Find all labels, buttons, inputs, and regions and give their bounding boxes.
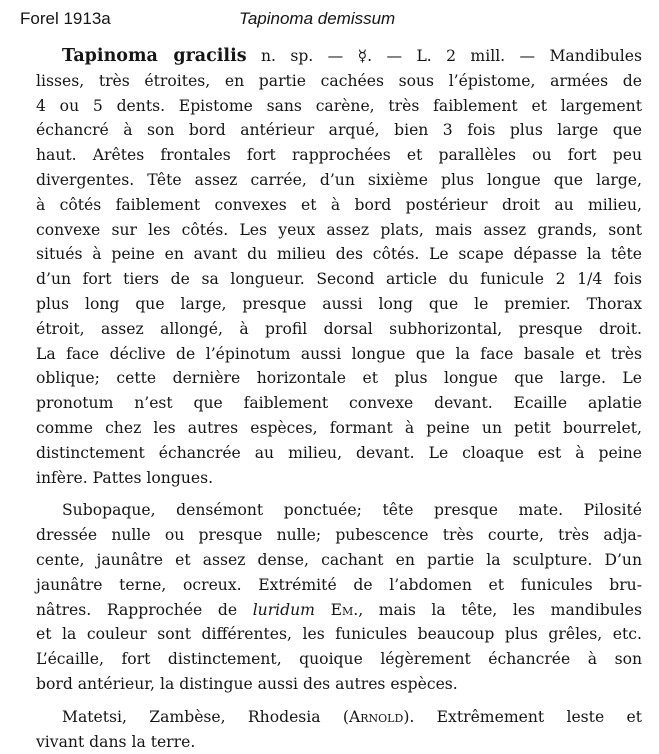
text-line: échancré à son bord antérieur arqué, bien 3 fois plus large que [36, 121, 642, 140]
text-fragment: nâtres. Rapprochée de [36, 600, 253, 619]
text-line: à côtés faiblement convexes et à bord postérieur droit au milieu, [36, 195, 642, 214]
text-line: plus long que large, presque aussi long que le premier. Thorax [36, 294, 642, 313]
text-line [36, 705, 642, 730]
text-line: oblique; cette dernière horizontale et plus longue que large. Le [36, 369, 642, 388]
text-line: infère. Pattes longues. [36, 468, 214, 487]
text-line: étroit, assez allongé, à profil dorsal subhorizontal, presque droit. [36, 319, 642, 338]
text-line: convexe sur les côtés. Les yeux assez plats, mais assez grands, sont [36, 220, 642, 239]
text-line: Subopaque, densémont ponctuée; tête presque mate. Pilosité [62, 501, 642, 520]
related-species-name: luridum [252, 600, 315, 619]
text-line [36, 44, 642, 69]
text-line: jaunâtre terne, ocreux. Extrémité de l’abdomen et funicules bru- [36, 575, 642, 594]
taxon-name: Tapinoma gracilis [62, 46, 247, 66]
text-line [36, 598, 642, 623]
coloration-paragraph [36, 498, 642, 696]
text-fragment: ). Extrêmement leste et [403, 707, 642, 726]
document-body [36, 44, 642, 754]
text-line: distinctement échancrée au milieu, devant. Le cloaque est à peine [36, 443, 642, 462]
text-fragment: , mais la tête, les mandibules [358, 600, 642, 619]
text-line: divergentes. Tête assez carrée, d’un sixième plus longue que large, [36, 170, 642, 189]
text-line: haut. Arêtes frontales fort rapprochées et parallèles ou fort peu [36, 146, 642, 165]
text-line: La face déclive de l’épinotum aussi longue que la face basale et très [36, 344, 642, 363]
paragraph-spacer [36, 697, 642, 705]
species-author: Em. [330, 600, 359, 619]
taxon-line-rest: n. sp. — ☿. — L. 2 mill. — Mandibules [246, 47, 642, 65]
text-line: cente, jaunâtre et assez dense, cachant en partie la sculpture. D’un [36, 550, 642, 569]
text-line: 4 ou 5 dents. Epistome sans carène, très faiblement et largement [36, 96, 642, 115]
text-line: dressée nulle ou presque nulle; pubescence très courte, très adja- [36, 526, 642, 545]
page-header [20, 6, 640, 32]
text-line: L’écaille, fort distinctement, quoique légèrement échancrée à son [36, 650, 642, 669]
text-line: comme chez les autres espèces, formant à peine un petit bourrelet, [36, 418, 642, 437]
text-line: lisses, très étroites, en partie cachées sous l’épistome, armées de [36, 71, 642, 90]
text-line: d’un fort tiers de sa longueur. Second article du funicule 2 1/4 fois [36, 270, 642, 289]
text-line: bord antérieur, la distingue aussi des autres espèces. [36, 674, 458, 693]
locality-paragraph [36, 705, 642, 754]
text-line: et la couleur sont différentes, les funicules beaucoup plus grêles, etc. [36, 625, 642, 644]
collector-name: Arnold [349, 707, 404, 726]
text-line: vivant dans la terre. [36, 732, 196, 751]
text-line: pronotum n’est que faiblement convexe devant. Ecaille aplatie [36, 394, 642, 413]
text-line: situés à peine en avant du milieu des côtés. Le scape dépasse la tête [36, 245, 642, 264]
description-paragraph [36, 44, 642, 490]
citation-source: Forel 1913a [20, 9, 111, 28]
species-name: Tapinoma demissum [239, 9, 396, 28]
text-fragment: Matetsi, Zambèse, Rhodesia ( [62, 707, 349, 726]
paragraph-spacer [36, 490, 642, 498]
